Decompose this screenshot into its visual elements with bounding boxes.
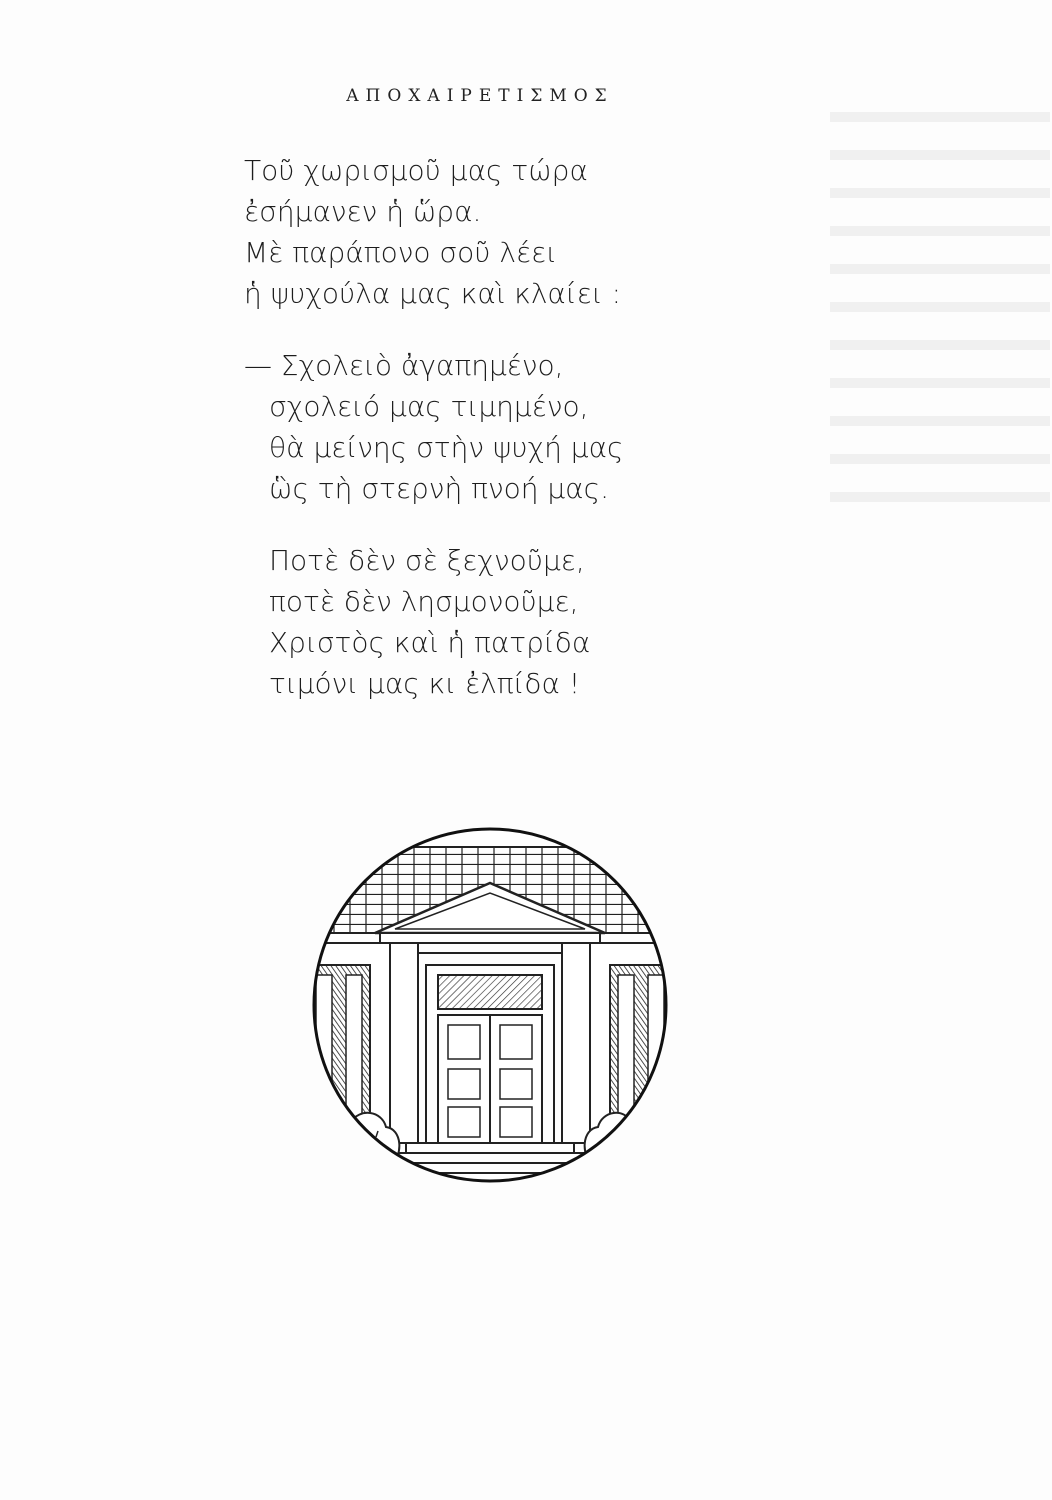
poem-line: ὣς τὴ στερνὴ πνοή μας.: [269, 472, 609, 505]
poem-line: σχολειό μας τιμημένο,: [269, 390, 589, 423]
poem-line: ποτὲ δὲν λησμονοῦμε,: [269, 585, 579, 618]
poem-line: ἐσήμανεν ἡ ὥρα.: [244, 195, 482, 228]
school-building-icon: [310, 825, 670, 1185]
stanza-3: [244, 540, 784, 704]
show-through-text: [830, 112, 1050, 512]
poem-line: Ποτὲ δὲν σὲ ξεχνοῦμε,: [269, 544, 585, 577]
poem-line: θὰ μείνης στὴν ψυχή μας: [269, 431, 624, 464]
poem-line: Τοῦ χωρισμοῦ μας τώρα: [244, 154, 588, 187]
stanza-2: [244, 345, 784, 509]
poem-title: ΑΠΟΧΑΙΡΕΤΙΣΜΟΣ: [346, 86, 614, 106]
poem-line: — Σχολειὸ ἀγαπημένο,: [244, 349, 564, 382]
stanza-1: [244, 150, 784, 314]
poem-line: ἡ ψυχούλα μας καὶ κλαίει :: [244, 277, 622, 310]
poem-line: τιμόνι μας κι ἐλπίδα !: [269, 667, 581, 700]
poem-line: Χριστὸς καὶ ἡ πατρίδα: [269, 626, 591, 659]
poem: [244, 150, 784, 735]
poem-line: Μὲ παράπονο σοῦ λέει: [244, 236, 558, 269]
